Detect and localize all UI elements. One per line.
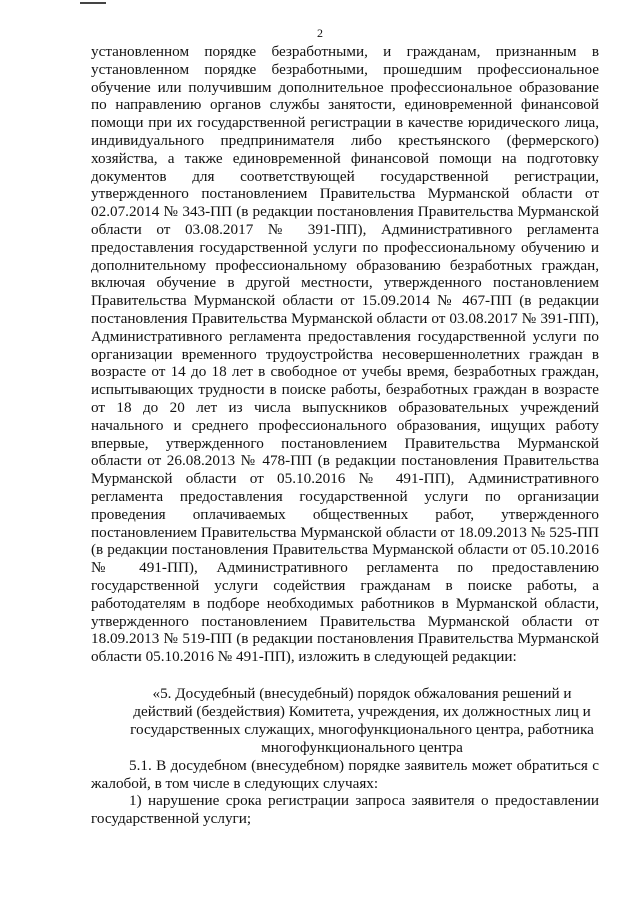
list-item-1: 1) нарушение срока регистрации запроса заявителя о предоставлении государственной услуги; bbox=[91, 792, 599, 828]
clause-5-1: 5.1. В досудебном (внесудебном) порядке заявитель может обратиться с жалобой, в том числе в следующих случаях: bbox=[91, 756, 599, 792]
document-body bbox=[91, 43, 599, 828]
page-number: 2 bbox=[317, 26, 323, 40]
section-heading: «5. Досудебный (внесудебный) порядок обжалования решений и действий (бездействия) Комитета, учреждения, их должностных лиц и государственных служащих, многофункционального центра, работника многофункционального центра bbox=[130, 684, 594, 756]
body-paragraph: установленном порядке безработными, и гражданам, признанным в установленном порядке безработными, прошедшим профессиональное обучение или получившим дополнительное профессиональное образование по направлению органов службы занятости, единовременной финансовой помощи при их государственной регистрации в качестве юридического лица, индивидуального предпринимателя либо крестьянского (фермерского) хозяйства, а также единовременной финансовой помощи на подготовку документов для соответствующей государственной регистрации, утвержденного постановлением Правительства Мурманской области от 02.07.2014 № 343-ПП (в редакции постановления Правительства Мурманской области от 03.08.2017 № 391-ПП), Административного регламента предоставления государственной услуги по профессиональному обучению и дополнительному профессиональному образованию безработных граждан, включая обучение в другой местности, утвержденного постановлением Правительства Мурманской области от 15.09.2014 № 467-ПП (в редакции постановления Правительства Мурманской области от 03.08.2017 № 391-ПП), Административного регламента предоставления государственной услуги по организации временного трудоустройства несовершеннолетних граждан в возрасте от 14 до 18 лет в свободное от учебы время, безработных граждан, испытывающих трудности в поиске работы, безработных граждан в возрасте от 18 до 20 лет из числа выпускников образовательных учреждений начального и среднего профессионального образования, ищущих работу впервые, утвержденного постановлением Правительства Мурманской области от 26.08.2013 № 478-ПП (в редакции постановления Правительства Мурманской области от 05.10.2016 № 491-ПП), Административного регламента предоставления государственной услуги по организации проведения оплачиваемых общественных работ, утвержденного постановлением Правительства Мурманской области от 18.09.2013 № 525-ПП (в редакции постановления Правительства Мурманской области от 05.10.2016 № 491-ПП), Административного регламента по предоставлению государственной услуги содействия гражданам в поиске работы, а работодателям в подборе необходимых работников в Мурманской области, утвержденного постановлением Правительства Мурманской области от 18.09.2013 № 519-ПП (в редакции постановления Правительства Мурманской области 05.10.2016 № 491-ПП), изложить в следующей редакции: bbox=[91, 43, 599, 666]
scan-artifact-line bbox=[80, 2, 106, 4]
